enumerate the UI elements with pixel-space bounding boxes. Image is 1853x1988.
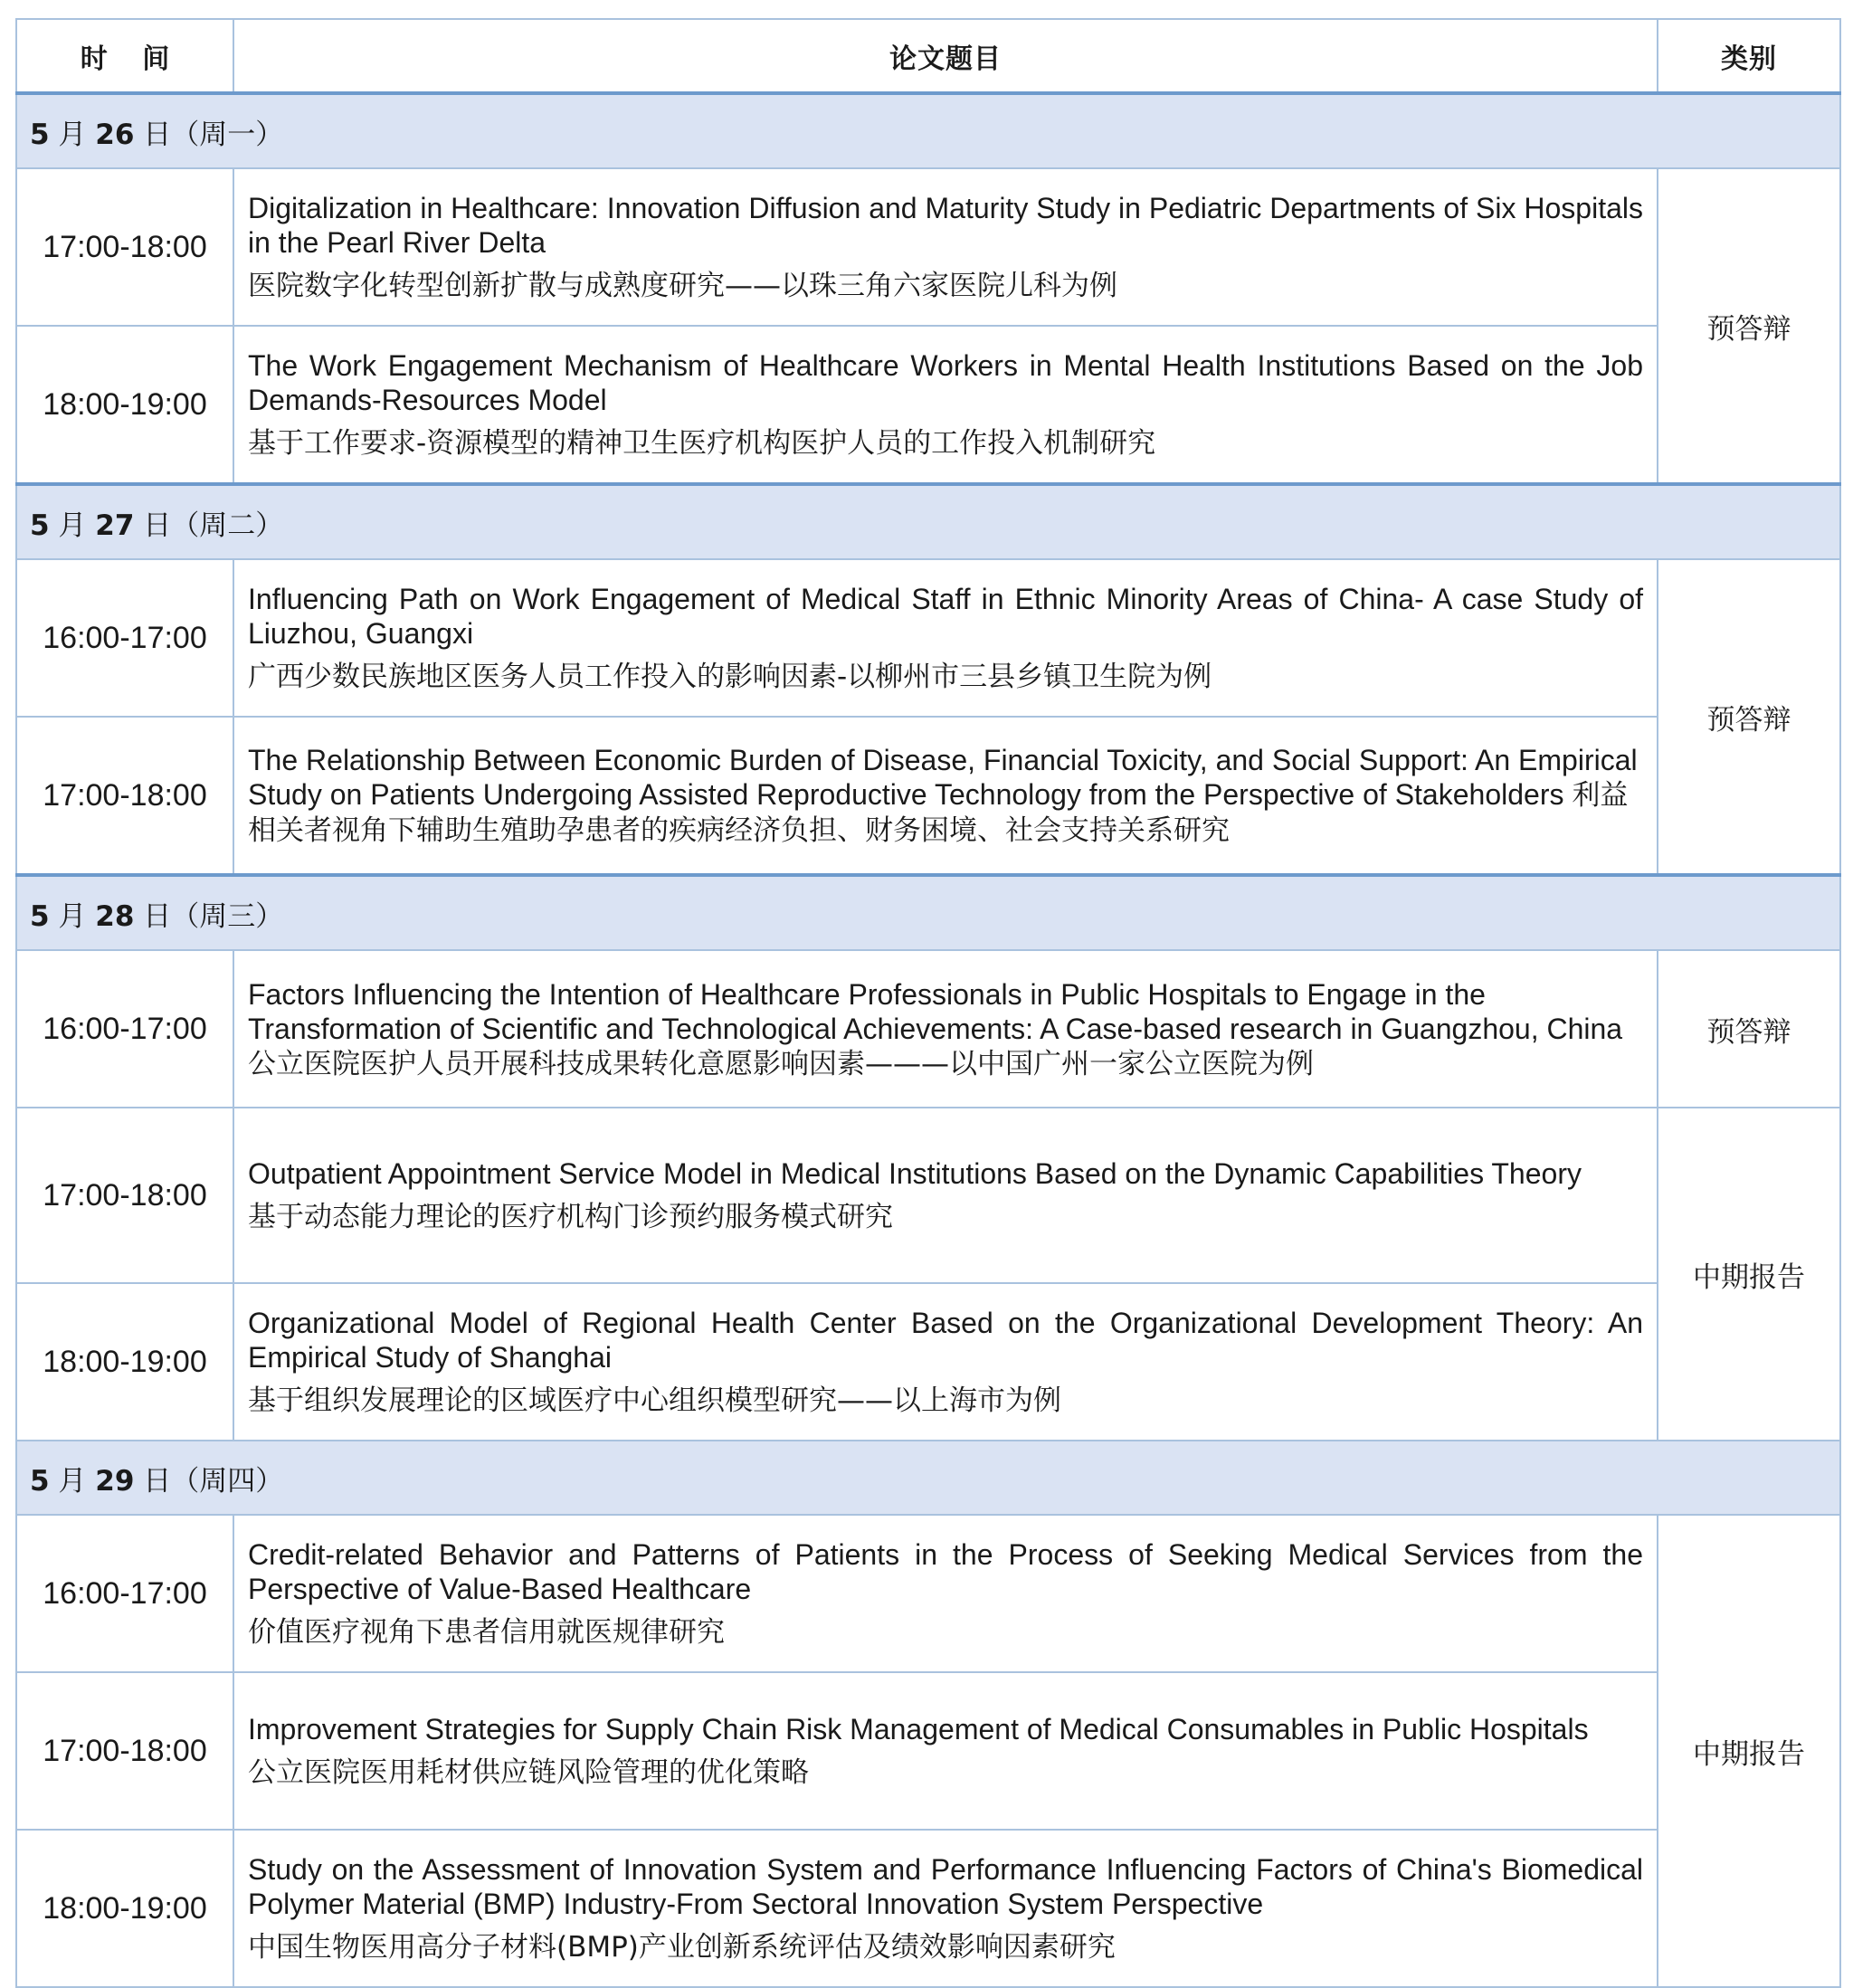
title-zh: 中国生物医用高分子材料(BMP)产业创新系统评估及绩效影响因素研究	[248, 1931, 1116, 1964]
title-zh: 公立医院医用耗材供应链风险管理的优化策略	[248, 1756, 809, 1789]
title-en: Organizational Model of Regional Health Center Based on the Organizational Development Theory: An Empirical Study of Shanghai	[248, 1307, 1643, 1374]
session-category: 预答辩	[1658, 168, 1840, 484]
title-zh: 价值医疗视角下患者信用就医规律研究	[248, 1616, 725, 1649]
day-label: 5 月 29 日（周四）	[16, 1441, 1840, 1515]
header-title: 论文题目	[233, 19, 1658, 93]
title-en: The Relationship Between Economic Burden of Disease, Financial Toxicity, and Social Support: An Empirical Study on Patients Undergoing Assisted Reproductive Technology from the Perspective of Stakeholders	[248, 744, 1638, 811]
session-category: 预答辩	[1658, 950, 1840, 1108]
session-row	[16, 1283, 1840, 1441]
title-en: Study on the Assessment of Innovation System and Performance Influencing Factors of China's Biomedical Polymer Material (BMP) Industry-From Sectoral Innovation System Perspective	[248, 1853, 1643, 1920]
session-time: 18:00-19:00	[16, 326, 233, 484]
title-zh: 医院数字化转型创新扩散与成熟度研究——以珠三角六家医院儿科为例	[248, 270, 1117, 302]
session-row	[16, 326, 1840, 484]
session-title	[233, 1672, 1658, 1830]
session-title	[233, 1283, 1658, 1441]
session-row	[16, 168, 1840, 326]
session-row	[16, 1830, 1840, 1987]
header-time: 时 间	[16, 19, 233, 93]
title-en: The Work Engagement Mechanism of Healthcare Workers in Mental Health Institutions Based on the Job Demands-Resources Model	[248, 349, 1643, 416]
title-zh: 公立医院医护人员开展科技成果转化意愿影响因素———以中国广州一家公立医院为例	[248, 1047, 1314, 1080]
session-category: 中期报告	[1658, 1108, 1840, 1441]
title-en: Factors Influencing the Intention of Healthcare Professionals in Public Hospitals to Engage in the Transformation of Scientific and Technological Achievements: A Case-based research in Guangzhou, China	[248, 977, 1623, 1045]
title-en: Credit-related Behavior and Patterns of Patients in the Process of Seeking Medical Services from the Perspective of Value-Based Healthcare	[248, 1538, 1643, 1605]
day-row-may-26	[16, 93, 1840, 168]
session-title	[233, 1515, 1658, 1672]
session-row	[16, 559, 1840, 717]
session-time: 17:00-18:00	[16, 1108, 233, 1283]
day-row-may-28	[16, 875, 1840, 950]
session-time: 17:00-18:00	[16, 717, 233, 875]
session-row	[16, 950, 1840, 1108]
day-row-may-27	[16, 484, 1840, 559]
session-category: 预答辩	[1658, 559, 1840, 875]
day-label: 5 月 27 日（周二）	[16, 484, 1840, 559]
header-category: 类别	[1658, 19, 1840, 93]
title-zh: 基于工作要求-资源模型的精神卫生医疗机构医护人员的工作投入机制研究	[248, 427, 1156, 460]
title-zh: 利益相关者视角下辅助生殖助孕患者的疾病经济负担、财务困境、社会支持关系研究	[248, 779, 1629, 847]
session-time: 17:00-18:00	[16, 1672, 233, 1830]
day-row-may-29	[16, 1441, 1840, 1515]
session-time: 17:00-18:00	[16, 168, 233, 326]
session-row	[16, 717, 1840, 875]
day-label: 5 月 26 日（周一）	[16, 93, 1840, 168]
session-time: 16:00-17:00	[16, 559, 233, 717]
day-label: 5 月 28 日（周三）	[16, 875, 1840, 950]
session-row	[16, 1672, 1840, 1830]
session-title	[233, 717, 1658, 875]
session-title	[233, 1830, 1658, 1987]
session-title	[233, 950, 1658, 1108]
session-time: 18:00-19:00	[16, 1830, 233, 1987]
title-zh: 广西少数民族地区医务人员工作投入的影响因素-以柳州市三县乡镇卫生院为例	[248, 661, 1212, 693]
title-en: Digitalization in Healthcare: Innovation Diffusion and Maturity Study in Pediatric Departments of Six Hospitals in the Pearl River Delta	[248, 192, 1643, 259]
title-zh: 基于组织发展理论的区域医疗中心组织模型研究——以上海市为例	[248, 1384, 1061, 1417]
schedule-table	[15, 18, 1841, 1988]
session-title	[233, 326, 1658, 484]
header-row	[16, 19, 1840, 93]
session-title	[233, 1108, 1658, 1283]
session-title	[233, 559, 1658, 717]
title-en: Improvement Strategies for Supply Chain Risk Management of Medical Consumables in Public Hospitals	[248, 1713, 1589, 1745]
title-en: Outpatient Appointment Service Model in Medical Institutions Based on the Dynamic Capabilities Theory	[248, 1157, 1582, 1190]
session-title	[233, 168, 1658, 326]
session-row	[16, 1108, 1840, 1283]
title-en: Influencing Path on Work Engagement of Medical Staff in Ethnic Minority Areas of China- A case Study of Liuzhou, Guangxi	[248, 583, 1643, 650]
session-time: 16:00-17:00	[16, 950, 233, 1108]
title-zh: 基于动态能力理论的医疗机构门诊预约服务模式研究	[248, 1201, 893, 1233]
session-row	[16, 1515, 1840, 1672]
session-category: 中期报告	[1658, 1515, 1840, 1987]
session-time: 18:00-19:00	[16, 1283, 233, 1441]
session-time: 16:00-17:00	[16, 1515, 233, 1672]
